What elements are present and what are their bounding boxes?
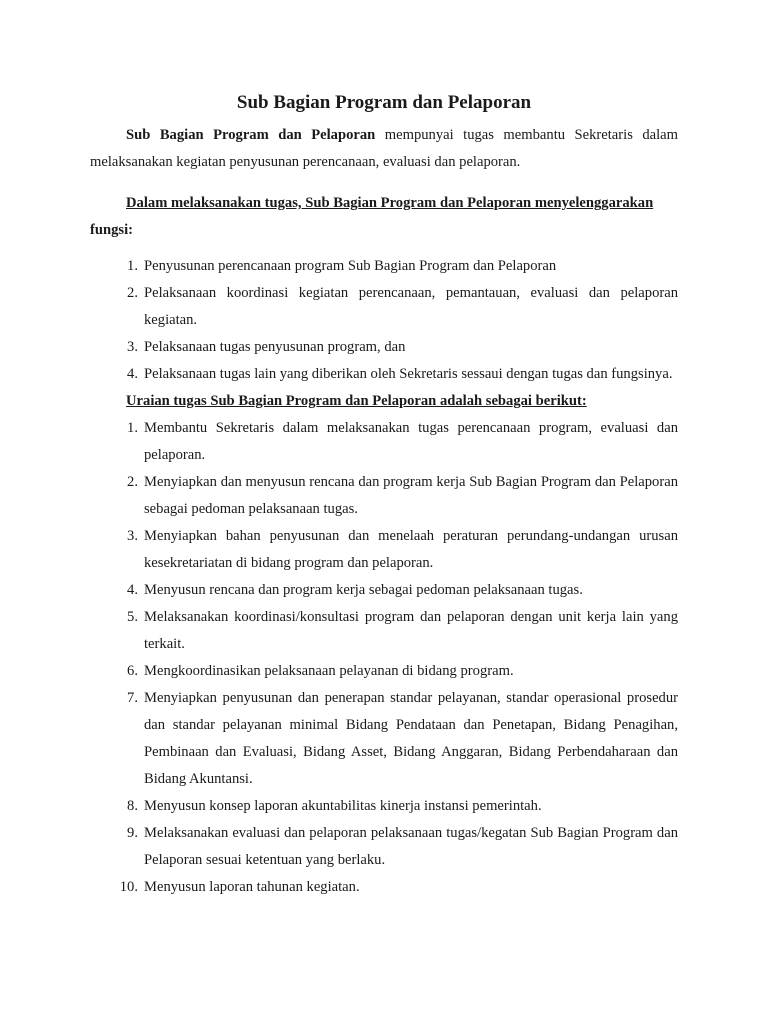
uraian-heading: Uraian tugas Sub Bagian Program dan Pelaporan adalah sebagai berikut: <box>126 393 587 409</box>
list-item-text: Pelaksanaan tugas penyusunan program, dan <box>144 339 406 355</box>
list-item-text: Penyusunan perencanaan program Sub Bagian Program dan Pelaporan <box>144 258 557 274</box>
list-item-number: 1. <box>127 258 138 274</box>
list-item-number: 6. <box>127 663 138 679</box>
list-item <box>90 280 678 334</box>
list-item-text: Menyiapkan penyusunan dan penerapan standar pelayanan, standar operasional prosedur dan standar pelayanan minimal Bidang Pendataan dan Penetapan, Bidang Penagihan, Pembinaan dan Evaluasi, Bidang Asset, Bidang Anggaran, Bidang Perbendaharaan dan Bidang Akuntansi. <box>144 690 678 787</box>
list-item-number: 1. <box>127 420 138 436</box>
list-item-number: 2. <box>127 285 138 301</box>
list-item <box>90 469 678 523</box>
list-item <box>90 820 678 874</box>
list-item-number: 9. <box>127 825 138 841</box>
list-item <box>90 523 678 577</box>
list-item <box>90 658 678 685</box>
fungsi-heading <box>90 190 678 244</box>
list-item-text: Pelaksanaan tugas lain yang diberikan oleh Sekretaris sessaui dengan tugas dan fungsinya. <box>144 366 673 382</box>
list-item-number: 10. <box>119 879 138 895</box>
fungsi-list <box>90 253 678 388</box>
list-item <box>90 874 678 901</box>
intro-bold-name: Sub Bagian Program dan Pelaporan <box>126 127 376 143</box>
list-item-text: Menyusun laporan tahunan kegiatan. <box>144 879 360 895</box>
list-item-text: Menyusun rencana dan program kerja sebagai pedoman pelaksanaan tugas. <box>144 582 583 598</box>
list-item-text: Menyiapkan dan menyusun rencana dan program kerja Sub Bagian Program dan Pelaporan sebagai pedoman pelaksanaan tugas. <box>144 474 678 517</box>
list-item-number: 4. <box>127 582 138 598</box>
list-item-text: Menyusun konsep laporan akuntabilitas kinerja instansi pemerintah. <box>144 798 542 814</box>
list-item <box>90 793 678 820</box>
list-item <box>90 253 678 280</box>
list-item <box>90 361 678 388</box>
list-item-text: Melaksanakan koordinasi/konsultasi program dan pelaporan dengan unit kerja lain yang terkait. <box>144 609 678 652</box>
list-item-number: 2. <box>127 474 138 490</box>
page-title: Sub Bagian Program dan Pelaporan <box>236 92 532 113</box>
list-item-number: 4. <box>127 366 138 382</box>
list-item-text: Membantu Sekretaris dalam melaksanakan tugas perencanaan program, evaluasi dan pelaporan. <box>144 420 678 463</box>
list-item <box>90 334 678 361</box>
list-item-text: Menyiapkan bahan penyusunan dan menelaah peraturan perundang-undangan urusan kesekretariatan di bidang program dan pelaporan. <box>144 528 678 571</box>
list-item-number: 3. <box>127 339 138 355</box>
intro-paragraph <box>90 122 678 176</box>
document-page <box>90 88 678 901</box>
list-item-number: 8. <box>127 798 138 814</box>
list-item <box>90 685 678 793</box>
list-item-text: Pelaksanaan koordinasi kegiatan perencanaan, pemantauan, evaluasi dan pelaporan kegiatan. <box>144 285 678 328</box>
intro-text: mempunyai tugas membantu Sekretaris dalam melaksanakan kegiatan penyusunan perencanaan, evaluasi dan pelaporan. <box>90 127 679 170</box>
list-item <box>90 604 678 658</box>
list-item-text: Mengkoordinasikan pelaksanaan pelayanan di bidang program. <box>144 663 514 679</box>
list-item <box>90 577 678 604</box>
list-item-number: 5. <box>127 609 138 625</box>
fungsi-heading-end: fungsi: <box>90 222 133 238</box>
list-item <box>90 415 678 469</box>
list-item-number: 3. <box>127 528 138 544</box>
list-item-text: Melaksanakan evaluasi dan pelaporan pelaksanaan tugas/kegatan Sub Bagian Program dan Pelaporan sesuai ketentuan yang berlaku. <box>144 825 678 868</box>
fungsi-heading-start: Dalam melaksanakan tugas, Sub Bagian Program dan Pelaporan menyelenggarakan <box>126 195 654 211</box>
uraian-list <box>90 415 678 901</box>
list-item-number: 7. <box>127 690 138 706</box>
